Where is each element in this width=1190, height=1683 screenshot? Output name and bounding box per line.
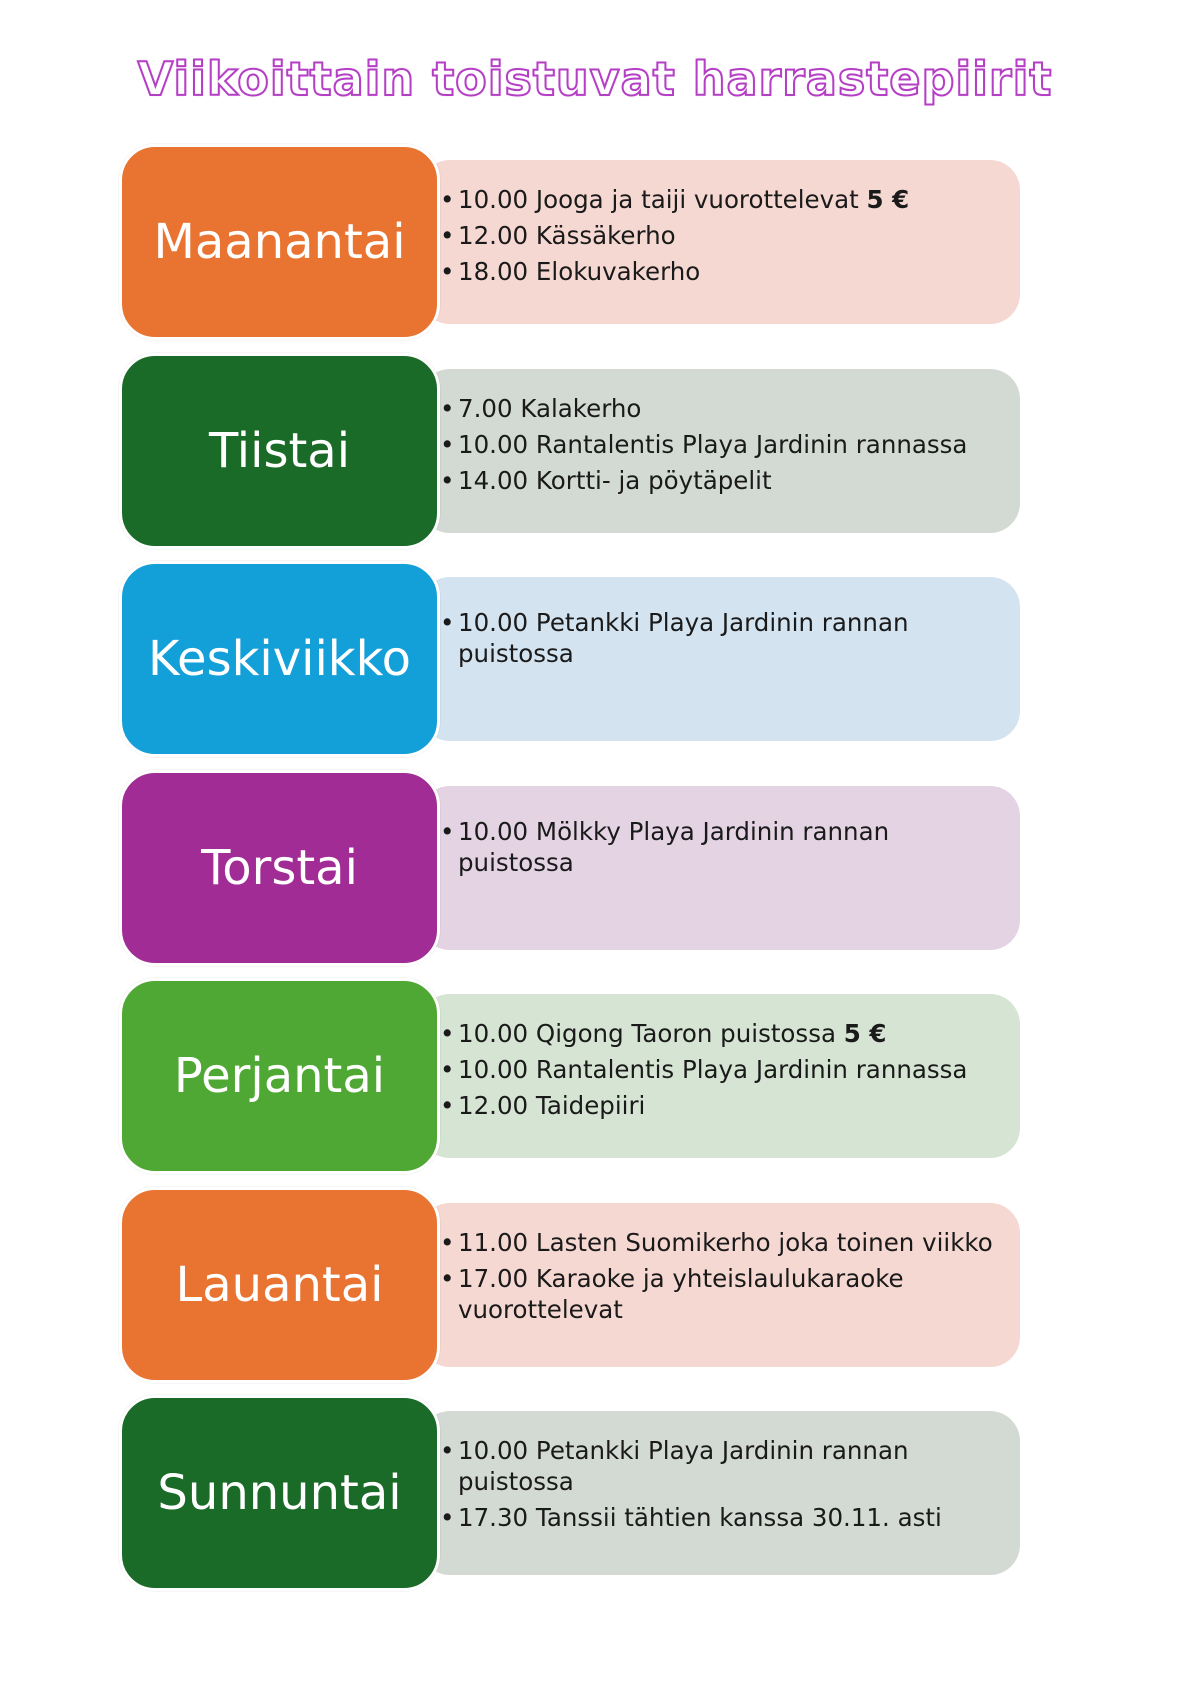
day-row xyxy=(0,1187,1190,1387)
activity-text: 10.00 Qigong Taoron puistossa xyxy=(458,1019,836,1048)
activity-text: 10.00 Rantalentis Playa Jardinin rannassa xyxy=(458,1055,968,1084)
activity-text: 12.00 Kässäkerho xyxy=(458,221,676,250)
activity-item xyxy=(440,256,1000,287)
activities-panel xyxy=(420,994,1020,1158)
activity-text: • 10.00 Petankki Playa Jardinin rannan xyxy=(458,1436,909,1465)
activities-panel xyxy=(420,369,1020,533)
activity-text: 10.00 Jooga ja taiji vuorottelevat xyxy=(458,185,859,214)
activity-item xyxy=(440,1263,1000,1325)
activity-text: 11.00 Lasten Suomikerho joka toinen viikko xyxy=(458,1228,993,1257)
activities-panel xyxy=(420,1411,1020,1575)
activities-panel xyxy=(420,1203,1020,1367)
day-row xyxy=(0,353,1190,553)
activity-item xyxy=(440,816,1000,878)
activity-item xyxy=(440,1054,1000,1085)
day-row xyxy=(0,1395,1190,1595)
activity-text: 14.00 Kortti- ja pöytäpelit xyxy=(458,466,772,495)
activity-list xyxy=(440,1435,1000,1533)
activity-item xyxy=(440,607,1000,669)
activity-item xyxy=(440,1435,1000,1497)
activity-price: 5 € xyxy=(866,185,910,214)
activity-text: • 10.00 Mölkky Playa Jardinin rannan xyxy=(458,817,890,846)
activity-item xyxy=(440,1018,1000,1049)
day-label: Tiistai xyxy=(119,353,440,549)
activity-text-continued: vuorottelevat xyxy=(458,1295,623,1324)
day-label: Sunnuntai xyxy=(119,1395,440,1591)
activity-text: 18.00 Elokuvakerho xyxy=(458,257,701,286)
activity-list xyxy=(440,816,1000,878)
activity-list xyxy=(440,184,1000,287)
activity-text-continued: puistossa xyxy=(458,848,574,877)
day-label: Keskiviikko xyxy=(119,561,440,757)
activity-text: 12.00 Taidepiiri xyxy=(458,1091,646,1120)
activity-list xyxy=(440,1018,1000,1121)
activity-item xyxy=(440,1502,1000,1533)
activity-item xyxy=(440,184,1000,215)
day-row xyxy=(0,144,1190,344)
activity-text: 17.30 Tanssii tähtien kanssa 30.11. asti xyxy=(458,1503,942,1532)
activity-item xyxy=(440,1227,1000,1258)
activity-item xyxy=(440,429,1000,460)
activity-text: • 17.00 Karaoke ja yhteislaulukaraoke xyxy=(458,1264,904,1293)
day-label: Torstai xyxy=(119,770,440,966)
activity-price: 5 € xyxy=(843,1019,887,1048)
day-row xyxy=(0,770,1190,970)
page-title: Viikoittain toistuvat harrastepiirit xyxy=(137,52,1053,106)
activity-item xyxy=(440,393,1000,424)
activity-text-continued: puistossa xyxy=(458,1467,574,1496)
activity-list xyxy=(440,1227,1000,1325)
day-row xyxy=(0,561,1190,761)
activity-text-continued: puistossa xyxy=(458,639,574,668)
activities-panel xyxy=(420,577,1020,741)
activity-item xyxy=(440,220,1000,251)
day-label: Perjantai xyxy=(119,978,440,1174)
activities-panel xyxy=(420,160,1020,324)
day-label: Maanantai xyxy=(119,144,440,340)
activities-panel xyxy=(420,786,1020,950)
day-label: Lauantai xyxy=(119,1187,440,1383)
activity-item xyxy=(440,1090,1000,1121)
activity-text: 10.00 Rantalentis Playa Jardinin rannassa xyxy=(458,430,968,459)
activity-text: 7.00 Kalakerho xyxy=(458,394,642,423)
activity-list xyxy=(440,393,1000,496)
day-row xyxy=(0,978,1190,1178)
activity-text: • 10.00 Petankki Playa Jardinin rannan xyxy=(458,608,909,637)
activity-item xyxy=(440,465,1000,496)
activity-list xyxy=(440,607,1000,669)
